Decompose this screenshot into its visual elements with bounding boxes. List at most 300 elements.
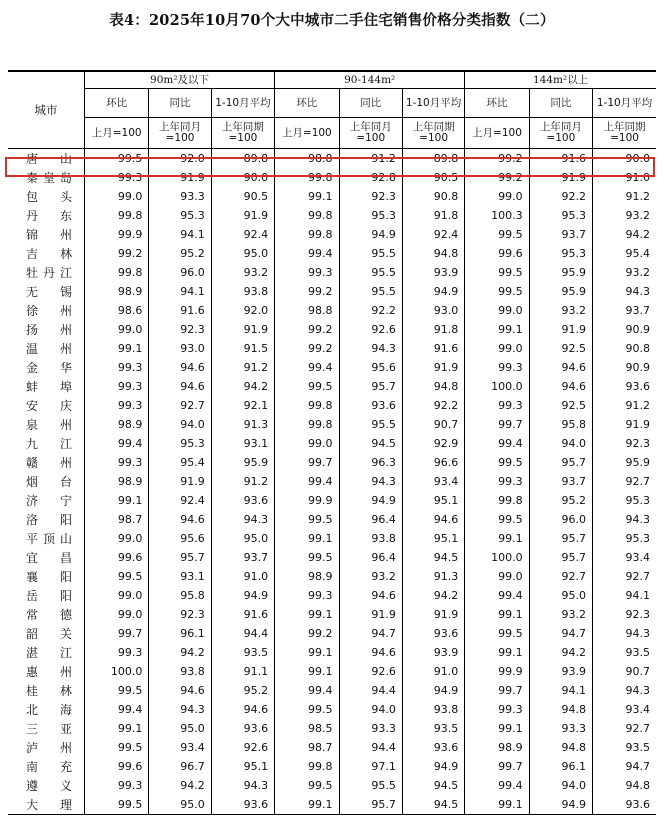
value-cell: 94.2 bbox=[149, 776, 211, 795]
value-cell: 94.6 bbox=[149, 358, 211, 377]
value-cell: 95.9 bbox=[625, 456, 650, 469]
value-cell: 94.7 bbox=[625, 760, 650, 773]
table-row bbox=[8, 681, 656, 700]
value-cell: 99.0 bbox=[275, 434, 339, 453]
price-index-table bbox=[8, 70, 656, 815]
value-cell: 93.1 bbox=[211, 434, 274, 453]
value-cell: 92.4 bbox=[211, 225, 274, 244]
value-cell: 99.8 bbox=[275, 396, 339, 415]
value-cell: 99.3 bbox=[84, 377, 148, 396]
value-cell: 99.1 bbox=[465, 643, 529, 662]
subheader-yoy: 同比 bbox=[529, 89, 592, 118]
city-name-cell: 惠州 bbox=[8, 662, 84, 681]
value-cell: 94.4 bbox=[211, 624, 274, 643]
value-cell: 94.5 bbox=[402, 776, 464, 795]
city-name-cell: 牡丹江 bbox=[8, 263, 84, 282]
value-cell: 92.2 bbox=[402, 396, 464, 415]
value-cell: 99.5 bbox=[275, 700, 339, 719]
value-cell: 91.9 bbox=[402, 358, 464, 377]
value-cell: 99.0 bbox=[84, 187, 148, 206]
table-row bbox=[8, 662, 656, 681]
city-name-cell: 韶关 bbox=[8, 624, 84, 643]
value-cell: 94.6 bbox=[211, 700, 274, 719]
value-cell: 96.4 bbox=[339, 548, 402, 567]
table-row bbox=[8, 187, 656, 206]
value-cell: 94.7 bbox=[529, 624, 592, 643]
value-cell: 90.8 bbox=[402, 187, 464, 206]
value-cell: 94.3 bbox=[339, 339, 402, 358]
city-name-cell: 蚌埠 bbox=[8, 377, 84, 396]
value-cell: 98.8 bbox=[275, 149, 339, 169]
value-cell: 93.2 bbox=[529, 301, 592, 320]
value-cell: 95.1 bbox=[402, 491, 464, 510]
value-cell: 99.3 bbox=[84, 168, 148, 187]
value-cell: 95.2 bbox=[529, 491, 592, 510]
value-cell: 96.0 bbox=[149, 263, 211, 282]
table-row bbox=[8, 567, 656, 586]
value-cell: 93.2 bbox=[625, 209, 650, 222]
city-name-cell: 湛江 bbox=[8, 643, 84, 662]
value-cell: 93.1 bbox=[149, 567, 211, 586]
value-cell: 94.8 bbox=[402, 244, 464, 263]
value-cell: 99.6 bbox=[84, 757, 148, 776]
value-cell: 93.7 bbox=[529, 225, 592, 244]
value-cell: 99.4 bbox=[84, 434, 148, 453]
value-cell: 99.8 bbox=[275, 225, 339, 244]
value-cell: 95.3 bbox=[529, 244, 592, 263]
value-cell: 99.2 bbox=[275, 624, 339, 643]
value-cell: 93.6 bbox=[211, 491, 274, 510]
value-cell: 99.1 bbox=[465, 605, 529, 624]
value-cell: 94.6 bbox=[402, 510, 464, 529]
value-cell: 99.2 bbox=[275, 320, 339, 339]
value-cell: 99.3 bbox=[84, 396, 148, 415]
table-row bbox=[8, 776, 656, 795]
value-cell: 92.3 bbox=[625, 608, 650, 621]
value-cell: 99.1 bbox=[84, 491, 148, 510]
value-cell: 99.9 bbox=[84, 225, 148, 244]
table-row bbox=[8, 719, 656, 738]
base-last-month: 上月=100 bbox=[84, 118, 148, 149]
value-cell: 95.5 bbox=[339, 282, 402, 301]
value-cell: 94.0 bbox=[529, 434, 592, 453]
value-cell: 94.8 bbox=[529, 700, 592, 719]
value-cell: 94.8 bbox=[402, 377, 464, 396]
value-cell: 92.6 bbox=[339, 320, 402, 339]
value-cell: 92.0 bbox=[149, 149, 211, 169]
city-name-cell: 洛阳 bbox=[8, 510, 84, 529]
value-cell: 95.7 bbox=[339, 795, 402, 815]
value-cell: 92.8 bbox=[339, 168, 402, 187]
value-cell: 93.6 bbox=[402, 738, 464, 757]
value-cell: 93.4 bbox=[402, 472, 464, 491]
value-cell: 99.5 bbox=[465, 225, 529, 244]
value-cell: 94.1 bbox=[625, 589, 650, 602]
value-cell: 99.5 bbox=[84, 795, 148, 815]
value-cell: 99.1 bbox=[275, 529, 339, 548]
value-cell: 99.9 bbox=[275, 491, 339, 510]
table-row bbox=[8, 396, 656, 415]
value-cell: 93.0 bbox=[402, 301, 464, 320]
base-same-month: 上年同月=100 bbox=[529, 118, 592, 149]
value-cell: 99.3 bbox=[84, 643, 148, 662]
value-cell: 99.5 bbox=[465, 263, 529, 282]
value-cell: 95.5 bbox=[339, 263, 402, 282]
value-cell: 99.5 bbox=[84, 738, 148, 757]
table-row bbox=[8, 548, 656, 567]
city-name-cell: 吉林 bbox=[8, 244, 84, 263]
value-cell: 99.1 bbox=[465, 719, 529, 738]
value-cell: 99.3 bbox=[84, 358, 148, 377]
value-cell: 95.7 bbox=[529, 548, 592, 567]
value-cell: 98.9 bbox=[84, 472, 148, 491]
value-cell: 95.9 bbox=[529, 263, 592, 282]
value-cell: 99.1 bbox=[275, 187, 339, 206]
value-cell: 94.3 bbox=[211, 776, 274, 795]
value-cell: 95.3 bbox=[149, 434, 211, 453]
subheader-yoy: 同比 bbox=[339, 89, 402, 118]
value-cell: 99.2 bbox=[465, 149, 529, 169]
value-cell: 91.2 bbox=[339, 149, 402, 169]
value-cell: 95.7 bbox=[529, 453, 592, 472]
value-cell: 99.3 bbox=[465, 358, 529, 377]
value-cell: 99.7 bbox=[465, 415, 529, 434]
value-cell: 91.2 bbox=[211, 358, 274, 377]
city-name-cell: 丹东 bbox=[8, 206, 84, 225]
value-cell: 99.3 bbox=[465, 700, 529, 719]
table-row bbox=[8, 700, 656, 719]
city-name-cell: 锦州 bbox=[8, 225, 84, 244]
value-cell: 98.8 bbox=[275, 301, 339, 320]
value-cell: 92.2 bbox=[339, 301, 402, 320]
value-cell: 92.6 bbox=[211, 738, 274, 757]
city-name-cell: 桂林 bbox=[8, 681, 84, 700]
value-cell: 96.3 bbox=[339, 453, 402, 472]
value-cell: 94.8 bbox=[529, 738, 592, 757]
value-cell: 94.4 bbox=[339, 738, 402, 757]
value-cell: 91.9 bbox=[149, 472, 211, 491]
value-cell: 94.8 bbox=[625, 779, 650, 792]
value-cell: 94.2 bbox=[211, 377, 274, 396]
value-cell: 99.2 bbox=[465, 168, 529, 187]
table-row bbox=[8, 320, 656, 339]
value-cell: 91.5 bbox=[211, 339, 274, 358]
value-cell: 94.3 bbox=[339, 472, 402, 491]
value-cell: 95.5 bbox=[339, 244, 402, 263]
city-name-cell: 南充 bbox=[8, 757, 84, 776]
value-cell: 91.2 bbox=[211, 472, 274, 491]
value-cell: 91.6 bbox=[402, 339, 464, 358]
value-cell: 99.2 bbox=[275, 339, 339, 358]
value-cell: 99.0 bbox=[465, 567, 529, 586]
value-cell: 94.5 bbox=[402, 795, 464, 815]
table-row bbox=[8, 738, 656, 757]
value-cell: 91.9 bbox=[625, 418, 650, 431]
value-cell: 95.1 bbox=[402, 529, 464, 548]
value-cell: 90.9 bbox=[625, 323, 650, 336]
base-last-month: 上月=100 bbox=[275, 118, 339, 149]
city-name-cell: 九江 bbox=[8, 434, 84, 453]
value-cell: 99.3 bbox=[275, 263, 339, 282]
value-cell: 96.0 bbox=[529, 510, 592, 529]
value-cell: 92.9 bbox=[402, 434, 464, 453]
value-cell: 99.5 bbox=[275, 510, 339, 529]
value-cell: 93.5 bbox=[625, 646, 650, 659]
subheader-mom: 环比 bbox=[275, 89, 339, 118]
value-cell: 90.0 bbox=[211, 168, 274, 187]
value-cell: 99.1 bbox=[465, 529, 529, 548]
city-name-cell: 平顶山 bbox=[8, 529, 84, 548]
value-cell: 90.9 bbox=[625, 361, 650, 374]
group-header-large: 144m²以上 bbox=[465, 71, 656, 89]
subheader-avg: 1-10月平均 bbox=[402, 89, 464, 118]
base-same-period: 上年同期=100 bbox=[211, 118, 274, 149]
value-cell: 95.2 bbox=[211, 681, 274, 700]
table-row bbox=[8, 586, 656, 605]
value-cell: 94.6 bbox=[339, 586, 402, 605]
table-row bbox=[8, 149, 656, 169]
value-cell: 95.0 bbox=[211, 529, 274, 548]
value-cell: 92.7 bbox=[625, 570, 650, 583]
base-same-period: 上年同期=100 bbox=[402, 118, 464, 149]
value-cell: 99.5 bbox=[465, 510, 529, 529]
value-cell: 90.5 bbox=[402, 168, 464, 187]
value-cell: 95.8 bbox=[149, 586, 211, 605]
value-cell: 94.9 bbox=[529, 795, 592, 815]
value-cell: 99.4 bbox=[275, 358, 339, 377]
value-cell: 95.0 bbox=[529, 586, 592, 605]
value-cell: 99.4 bbox=[84, 700, 148, 719]
value-cell: 94.6 bbox=[529, 377, 592, 396]
value-cell: 94.9 bbox=[339, 225, 402, 244]
value-cell: 99.3 bbox=[84, 453, 148, 472]
city-name-cell: 三亚 bbox=[8, 719, 84, 738]
value-cell: 99.7 bbox=[275, 453, 339, 472]
value-cell: 95.1 bbox=[211, 757, 274, 776]
table-row bbox=[8, 757, 656, 776]
value-cell: 92.7 bbox=[625, 722, 650, 735]
value-cell: 99.7 bbox=[84, 624, 148, 643]
value-cell: 99.8 bbox=[275, 757, 339, 776]
value-cell: 92.5 bbox=[529, 396, 592, 415]
value-cell: 94.2 bbox=[625, 228, 650, 241]
value-cell: 98.9 bbox=[84, 282, 148, 301]
value-cell: 91.9 bbox=[529, 168, 592, 187]
value-cell: 98.9 bbox=[275, 567, 339, 586]
city-name-cell: 温州 bbox=[8, 339, 84, 358]
value-cell: 99.8 bbox=[275, 206, 339, 225]
value-cell: 95.0 bbox=[211, 244, 274, 263]
value-cell: 99.8 bbox=[275, 168, 339, 187]
value-cell: 99.4 bbox=[275, 681, 339, 700]
table-row bbox=[8, 643, 656, 662]
value-cell: 89.8 bbox=[211, 149, 274, 169]
value-cell: 98.7 bbox=[84, 510, 148, 529]
value-cell: 95.9 bbox=[211, 453, 274, 472]
value-cell: 91.9 bbox=[402, 605, 464, 624]
value-cell: 93.7 bbox=[211, 548, 274, 567]
value-cell: 95.3 bbox=[625, 532, 650, 545]
value-cell: 99.5 bbox=[275, 377, 339, 396]
value-cell: 99.1 bbox=[275, 643, 339, 662]
value-cell: 94.6 bbox=[339, 643, 402, 662]
value-cell: 93.4 bbox=[149, 738, 211, 757]
value-cell: 94.9 bbox=[402, 757, 464, 776]
value-cell: 93.4 bbox=[625, 551, 650, 564]
value-cell: 95.6 bbox=[149, 529, 211, 548]
value-cell: 94.2 bbox=[529, 643, 592, 662]
value-cell: 99.4 bbox=[275, 472, 339, 491]
value-cell: 99.8 bbox=[84, 263, 148, 282]
value-cell: 99.8 bbox=[84, 206, 148, 225]
value-cell: 95.3 bbox=[149, 206, 211, 225]
value-cell: 99.1 bbox=[275, 605, 339, 624]
value-cell: 91.6 bbox=[211, 605, 274, 624]
value-cell: 99.4 bbox=[465, 776, 529, 795]
value-cell: 93.8 bbox=[402, 700, 464, 719]
value-cell: 99.5 bbox=[275, 548, 339, 567]
city-name-cell: 徐州 bbox=[8, 301, 84, 320]
value-cell: 92.4 bbox=[149, 491, 211, 510]
value-cell: 91.0 bbox=[402, 662, 464, 681]
value-cell: 94.3 bbox=[211, 510, 274, 529]
city-name-cell: 襄阳 bbox=[8, 567, 84, 586]
value-cell: 91.3 bbox=[211, 415, 274, 434]
group-header-medium: 90-144m² bbox=[275, 71, 465, 89]
value-cell: 99.1 bbox=[465, 320, 529, 339]
value-cell: 89.8 bbox=[402, 149, 464, 169]
value-cell: 91.1 bbox=[211, 662, 274, 681]
value-cell: 94.0 bbox=[529, 776, 592, 795]
value-cell: 93.2 bbox=[529, 605, 592, 624]
value-cell: 92.3 bbox=[339, 187, 402, 206]
value-cell: 92.3 bbox=[149, 605, 211, 624]
table-row bbox=[8, 377, 656, 396]
value-cell: 93.2 bbox=[625, 266, 650, 279]
value-cell: 93.5 bbox=[211, 643, 274, 662]
value-cell: 99.1 bbox=[84, 719, 148, 738]
table-row bbox=[8, 244, 656, 263]
value-cell: 94.7 bbox=[339, 624, 402, 643]
value-cell: 92.6 bbox=[339, 662, 402, 681]
table-row bbox=[8, 206, 656, 225]
value-cell: 92.7 bbox=[149, 396, 211, 415]
city-name-cell: 北海 bbox=[8, 700, 84, 719]
value-cell: 94.0 bbox=[149, 415, 211, 434]
value-cell: 99.0 bbox=[465, 301, 529, 320]
value-cell: 91.2 bbox=[625, 399, 650, 412]
value-cell: 99.8 bbox=[465, 491, 529, 510]
value-cell: 94.1 bbox=[529, 681, 592, 700]
value-cell: 93.3 bbox=[529, 719, 592, 738]
value-cell: 94.2 bbox=[149, 643, 211, 662]
table-row bbox=[8, 168, 656, 187]
value-cell: 95.6 bbox=[339, 358, 402, 377]
value-cell: 95.4 bbox=[149, 453, 211, 472]
value-cell: 93.5 bbox=[625, 741, 650, 754]
value-cell: 99.6 bbox=[465, 244, 529, 263]
value-cell: 99.0 bbox=[84, 529, 148, 548]
value-cell: 98.9 bbox=[84, 415, 148, 434]
value-cell: 91.9 bbox=[529, 320, 592, 339]
city-name-cell: 无锡 bbox=[8, 282, 84, 301]
value-cell: 99.4 bbox=[465, 586, 529, 605]
value-cell: 91.9 bbox=[339, 605, 402, 624]
value-cell: 99.2 bbox=[84, 244, 148, 263]
value-cell: 100.3 bbox=[465, 206, 529, 225]
value-cell: 94.3 bbox=[625, 285, 650, 298]
city-name-cell: 赣州 bbox=[8, 453, 84, 472]
value-cell: 93.3 bbox=[339, 719, 402, 738]
value-cell: 94.1 bbox=[149, 225, 211, 244]
value-cell: 94.6 bbox=[149, 510, 211, 529]
value-cell: 99.0 bbox=[465, 339, 529, 358]
value-cell: 94.3 bbox=[625, 513, 650, 526]
base-last-month: 上月=100 bbox=[465, 118, 529, 149]
value-cell: 93.6 bbox=[211, 719, 274, 738]
value-cell: 93.2 bbox=[339, 567, 402, 586]
city-name-cell: 岳阳 bbox=[8, 586, 84, 605]
value-cell: 95.0 bbox=[149, 795, 211, 815]
subheader-avg: 1-10月平均 bbox=[211, 89, 274, 118]
city-name-cell: 大理 bbox=[8, 795, 84, 815]
value-cell: 93.6 bbox=[211, 795, 274, 815]
value-cell: 95.7 bbox=[339, 377, 402, 396]
value-cell: 99.0 bbox=[84, 320, 148, 339]
base-same-month: 上年同月=100 bbox=[149, 118, 211, 149]
value-cell: 94.3 bbox=[625, 684, 650, 697]
table-row bbox=[8, 510, 656, 529]
value-cell: 92.0 bbox=[211, 301, 274, 320]
table-header bbox=[8, 71, 656, 149]
city-name-cell: 济宁 bbox=[8, 491, 84, 510]
value-cell: 91.9 bbox=[149, 168, 211, 187]
value-cell: 90.8 bbox=[625, 342, 650, 355]
value-cell: 96.1 bbox=[149, 624, 211, 643]
value-cell: 99.0 bbox=[465, 187, 529, 206]
city-name-cell: 宜昌 bbox=[8, 548, 84, 567]
value-cell: 97.1 bbox=[339, 757, 402, 776]
value-cell: 94.9 bbox=[402, 681, 464, 700]
value-cell: 93.2 bbox=[211, 263, 274, 282]
value-cell: 95.4 bbox=[625, 247, 650, 260]
value-cell: 99.5 bbox=[465, 453, 529, 472]
subheader-yoy: 同比 bbox=[149, 89, 211, 118]
value-cell: 91.6 bbox=[529, 149, 592, 169]
value-cell: 95.3 bbox=[339, 206, 402, 225]
table-row bbox=[8, 795, 656, 815]
table-row bbox=[8, 605, 656, 624]
value-cell: 92.4 bbox=[402, 225, 464, 244]
table-row bbox=[8, 358, 656, 377]
table-row bbox=[8, 472, 656, 491]
value-cell: 93.7 bbox=[625, 304, 650, 317]
value-cell: 99.8 bbox=[275, 415, 339, 434]
city-name-cell: 金华 bbox=[8, 358, 84, 377]
value-cell: 95.3 bbox=[529, 206, 592, 225]
value-cell: 93.3 bbox=[149, 187, 211, 206]
value-cell: 91.2 bbox=[625, 190, 650, 203]
city-name-cell: 扬州 bbox=[8, 320, 84, 339]
value-cell: 99.3 bbox=[465, 396, 529, 415]
value-cell: 93.9 bbox=[402, 643, 464, 662]
value-cell: 92.7 bbox=[529, 567, 592, 586]
group-header-small: 90m²及以下 bbox=[84, 71, 274, 89]
value-cell: 96.6 bbox=[402, 453, 464, 472]
value-cell: 94.6 bbox=[149, 377, 211, 396]
value-cell: 91.3 bbox=[402, 567, 464, 586]
value-cell: 99.1 bbox=[465, 795, 529, 815]
